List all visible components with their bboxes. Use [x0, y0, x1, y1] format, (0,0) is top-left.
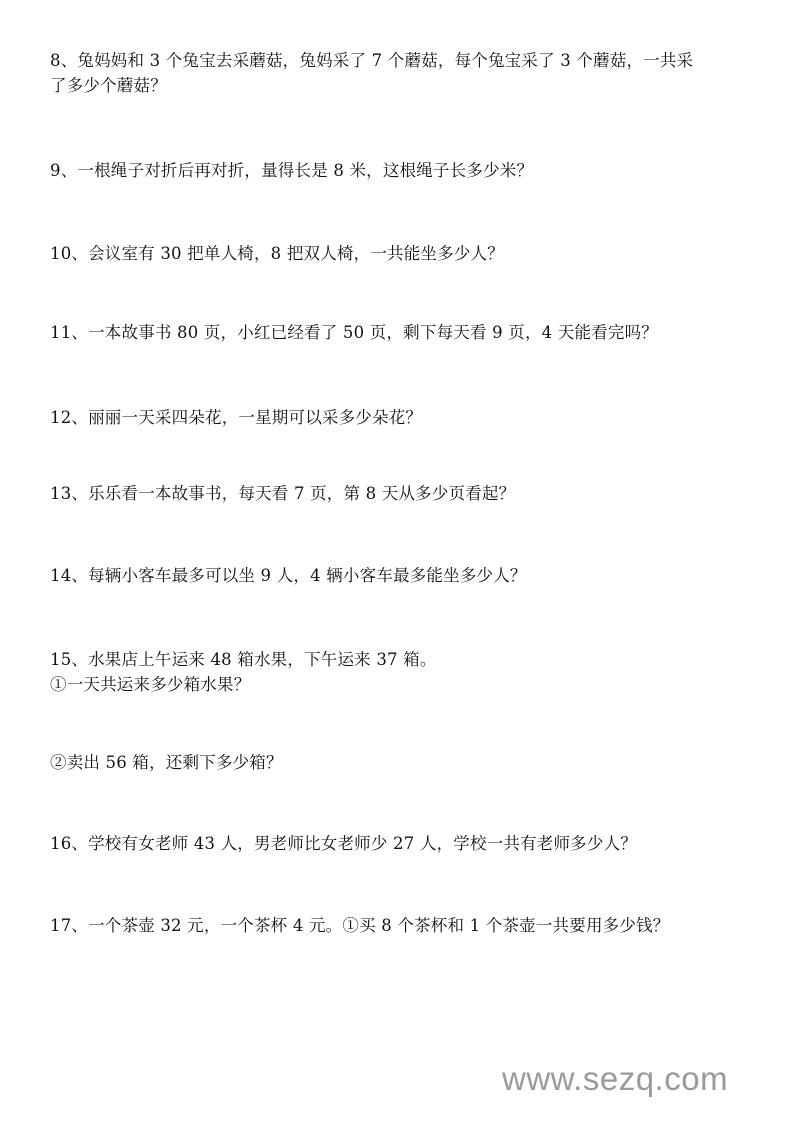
question-13	[50, 481, 770, 506]
question-16	[50, 831, 770, 856]
question-10	[50, 241, 770, 266]
question-10-text: 10、会议室有 30 把单人椅，8 把双人椅，一共能坐多少人？	[50, 244, 504, 263]
question-8-line-1: 8、兔妈妈和 3 个兔宝去采蘑菇，兔妈采了 7 个蘑菇，每个兔宝采了 3 个蘑菇，一共采	[50, 51, 694, 70]
question-11	[50, 320, 770, 345]
question-15-stem: 15、水果店上午运来 48 箱水果，下午运来 37 箱。	[50, 650, 437, 669]
question-17-text: 17、一个茶壶 32 元，一个茶杯 4 元。①买 8 个茶杯和 1 个茶壶一共要用多少钱？	[50, 916, 670, 935]
question-9	[50, 158, 770, 183]
question-8	[50, 48, 770, 98]
question-12-text: 12、丽丽一天采四朵花，一星期可以采多少朵花？	[50, 408, 423, 427]
question-9-text: 9、一根绳子对折后再对折，量得长是 8 米，这根绳子长多少米？	[50, 161, 534, 180]
question-16-text: 16、学校有女老师 43 人，男老师比女老师少 27 人，学校一共有老师多少人？	[50, 834, 637, 853]
question-12	[50, 405, 770, 430]
question-15-part-2-text: ②卖出 56 箱，还剩下多少箱？	[50, 753, 283, 772]
question-14-text: 14、每辆小客车最多可以坐 9 人，4 辆小客车最多能坐多少人？	[50, 566, 527, 585]
question-13-text: 13、乐乐看一本故事书，每天看 7 页，第 8 天从多少页看起？	[50, 484, 516, 503]
question-15	[50, 647, 770, 697]
watermark-url: www.sezq.com	[502, 1060, 729, 1097]
question-15-part-2	[50, 750, 770, 775]
question-8-line-2: 了多少个蘑菇？	[50, 76, 167, 95]
question-11-text: 11、一本故事书 80 页，小红已经看了 50 页，剩下每天看 9 页，4 天能看完吗？	[50, 323, 658, 342]
question-14	[50, 563, 770, 588]
question-15-part-1: ①一天共运来多少箱水果？	[50, 675, 251, 694]
question-17	[50, 913, 770, 938]
